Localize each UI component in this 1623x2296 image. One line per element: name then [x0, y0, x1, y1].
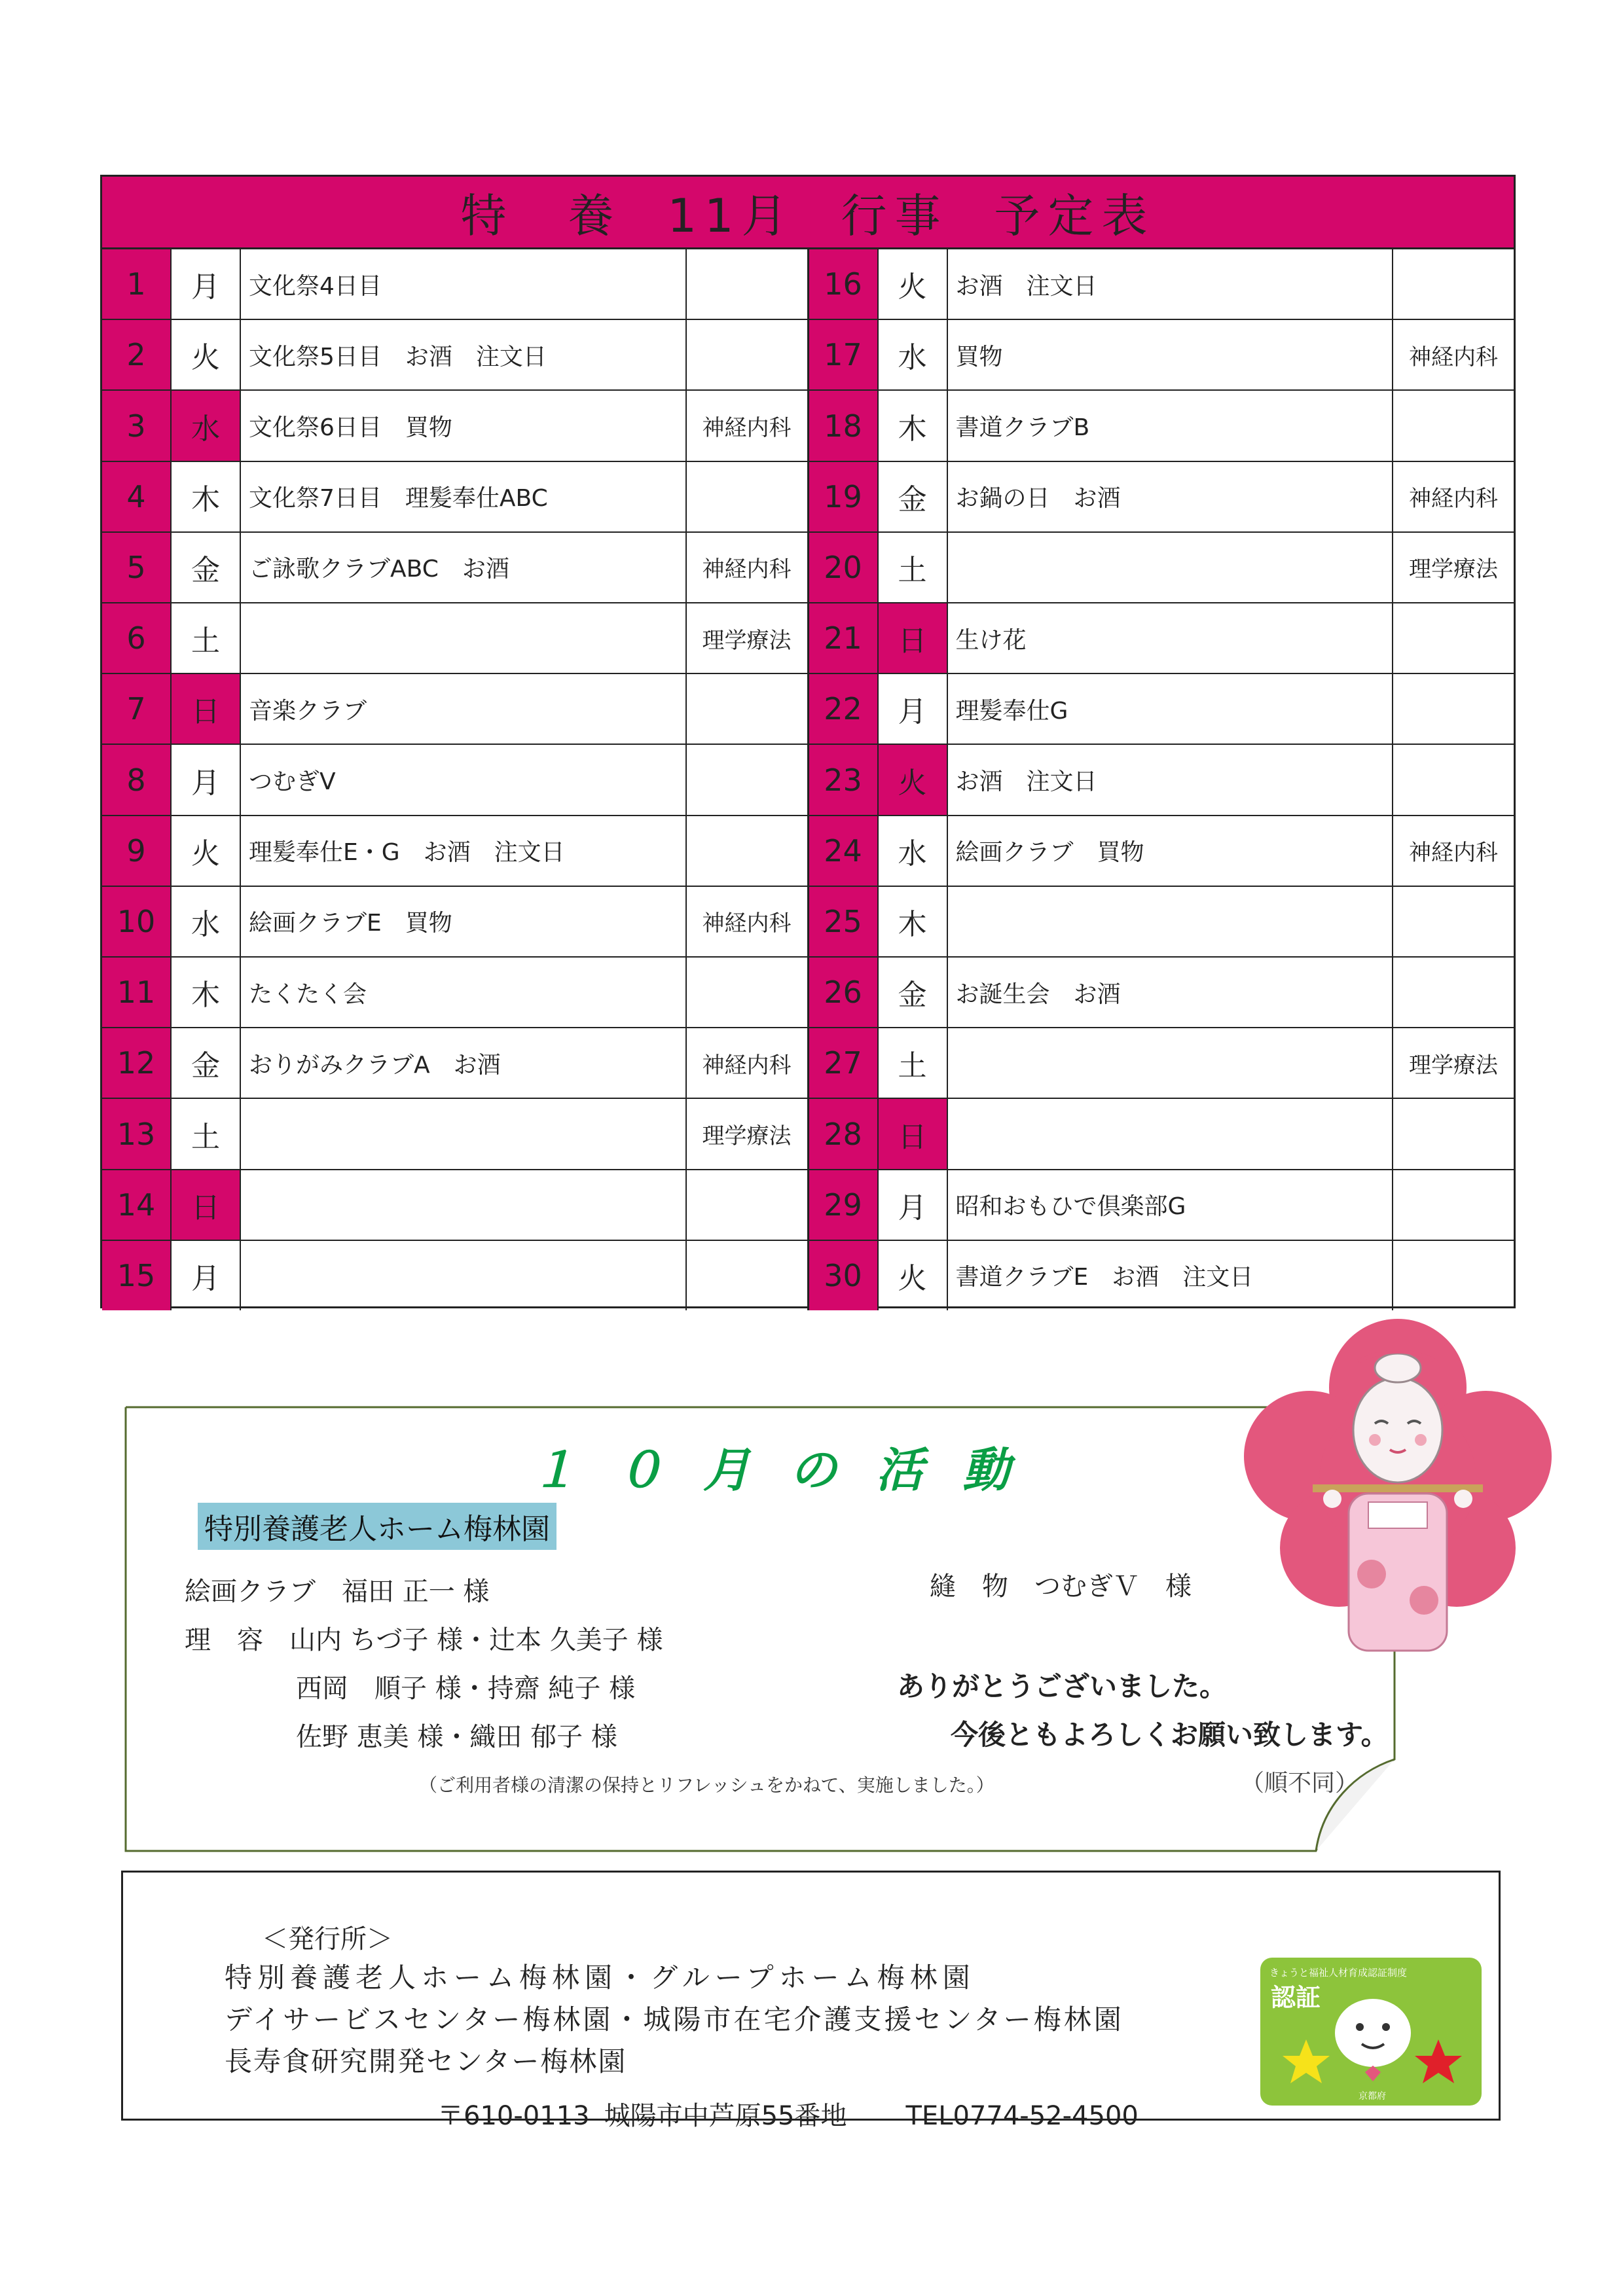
medical-cell — [687, 1170, 807, 1240]
event-cell — [948, 1099, 1394, 1168]
schedule-row — [809, 320, 1514, 391]
event-cell: たくたく会 — [241, 958, 687, 1027]
schedule-row — [102, 249, 807, 320]
day-number: 3 — [102, 391, 172, 460]
day-number: 15 — [102, 1241, 172, 1310]
medical-cell — [1393, 674, 1514, 744]
day-number: 26 — [809, 958, 879, 1027]
day-number: 10 — [102, 887, 172, 956]
day-of-week: 日 — [879, 1099, 948, 1168]
badge-caption: きょうと福祉人材育成認証制度 — [1269, 1967, 1408, 1979]
event-cell: おりがみクラブA お酒 — [241, 1028, 687, 1098]
day-of-week: 土 — [172, 1099, 241, 1168]
event-cell — [241, 1241, 687, 1310]
medical-cell: 神経内科 — [1409, 344, 1498, 370]
medical-cell — [1393, 1170, 1514, 1240]
event-cell: 文化祭5日目 お酒 注文日 — [241, 320, 687, 389]
medical-cell — [1393, 1241, 1514, 1310]
day-of-week: 木 — [172, 462, 241, 531]
thanks-line-1: ありがとうございました。 — [897, 1670, 1228, 1702]
day-number: 2 — [102, 320, 172, 389]
event-cell: 文化祭4日目 — [241, 249, 687, 319]
day-of-week: 月 — [172, 249, 241, 319]
medical-cell: 神経内科 — [702, 1052, 792, 1079]
medical-cell — [1393, 745, 1514, 814]
day-number: 21 — [809, 603, 879, 673]
publisher-line: デイサービスセンター梅林園・城陽市在宅介護支援センター梅林園 — [225, 2003, 1124, 2036]
event-cell: 生け花 — [948, 603, 1394, 673]
day-of-week: 金 — [172, 533, 241, 602]
day-number: 11 — [102, 958, 172, 1027]
certification-badge — [1260, 1958, 1482, 2106]
schedule-row — [102, 745, 807, 816]
medical-cell — [687, 462, 807, 531]
event-cell — [241, 603, 687, 673]
facility-tag: 特別養護老人ホーム梅林園 — [198, 1503, 556, 1550]
day-number: 4 — [102, 462, 172, 531]
schedule-row — [809, 816, 1514, 887]
event-cell — [241, 1099, 687, 1168]
medical-cell — [687, 958, 807, 1027]
medical-cell — [1393, 391, 1514, 460]
schedule-row — [809, 1028, 1514, 1099]
day-of-week: 火 — [172, 320, 241, 389]
activity-section — [124, 1406, 1421, 1852]
publisher-label: ＜発行所＞ — [262, 1924, 393, 1954]
day-number: 5 — [102, 533, 172, 602]
day-number: 20 — [809, 533, 879, 602]
medical-cell — [687, 745, 807, 814]
day-of-week: 土 — [879, 533, 948, 602]
day-of-week: 木 — [879, 887, 948, 956]
medical-cell — [1393, 1099, 1514, 1168]
event-cell: つむぎV — [241, 745, 687, 814]
schedule-table — [100, 175, 1516, 1308]
day-of-week: 水 — [172, 391, 241, 460]
day-of-week: 金 — [172, 1028, 241, 1098]
day-number: 28 — [809, 1099, 879, 1168]
event-cell: 絵画クラブ 買物 — [948, 816, 1394, 886]
medical-cell — [1393, 603, 1514, 673]
medical-cell — [687, 1241, 807, 1310]
publisher-box — [121, 1871, 1501, 2131]
day-of-week: 水 — [879, 816, 948, 886]
medical-cell: 神経内科 — [1409, 840, 1498, 867]
day-number: 1 — [102, 249, 172, 319]
day-of-week: 火 — [172, 816, 241, 886]
medical-cell: 神経内科 — [1409, 486, 1498, 512]
publisher-line: 特別養護老人ホーム梅林園・グループホーム梅林園 — [225, 1962, 976, 1994]
badge-issuer: 京都府 — [1359, 2091, 1386, 2102]
thanks-line-2: 今後ともよろしくお願い致します。 — [951, 1719, 1389, 1751]
schedule-row — [809, 1099, 1514, 1170]
medical-cell — [1393, 887, 1514, 956]
schedule-row — [809, 674, 1514, 745]
event-cell — [948, 887, 1394, 956]
day-of-week: 火 — [879, 745, 948, 814]
schedule-right-column — [807, 249, 1514, 1310]
schedule-row — [102, 462, 807, 533]
day-number: 16 — [809, 249, 879, 319]
event-cell: 絵画クラブE 買物 — [241, 887, 687, 956]
activity-sewing: 縫 物 つむぎＶ 様 — [930, 1571, 1192, 1602]
day-of-week: 金 — [879, 462, 948, 531]
event-cell: 理髪奉仕G — [948, 674, 1394, 744]
schedule-row — [809, 533, 1514, 603]
day-number: 13 — [102, 1099, 172, 1168]
day-of-week: 月 — [879, 1170, 948, 1240]
medical-cell — [1393, 958, 1514, 1027]
schedule-row — [809, 745, 1514, 816]
activity-line: 西岡 順子 様・持齋 純子 様 — [296, 1674, 636, 1704]
event-cell: 理髪奉仕E・G お酒 注文日 — [241, 816, 687, 886]
day-number: 7 — [102, 674, 172, 744]
day-number: 9 — [102, 816, 172, 886]
medical-cell: 理学療法 — [702, 627, 792, 654]
day-of-week: 日 — [172, 674, 241, 744]
event-cell: 昭和おもひで倶楽部G — [948, 1170, 1394, 1240]
publisher-line: 長寿食研究開発センター梅林園 — [225, 2045, 627, 2077]
schedule-row — [809, 603, 1514, 674]
medical-cell: 理学療法 — [702, 1123, 792, 1150]
day-number: 8 — [102, 745, 172, 814]
schedule-row — [102, 887, 807, 958]
schedule-row — [809, 958, 1514, 1028]
badge-label: 認証 — [1271, 1983, 1321, 2012]
activity-line: 佐野 恵美 様・織田 郁子 様 — [296, 1722, 617, 1752]
activity-note: （ご利用者様の清潔の保持とリフレッシュをかねて、実施しました。） — [419, 1774, 994, 1796]
schedule-row — [809, 391, 1514, 461]
medical-cell: 理学療法 — [1409, 556, 1498, 583]
schedule-row — [102, 1028, 807, 1099]
activity-title: １０月の活動 — [530, 1443, 1049, 1498]
day-of-week: 月 — [879, 674, 948, 744]
day-number: 27 — [809, 1028, 879, 1098]
day-of-week: 火 — [879, 249, 948, 319]
schedule-row — [102, 1241, 807, 1310]
day-number: 6 — [102, 603, 172, 673]
medical-cell — [687, 816, 807, 886]
day-number: 18 — [809, 391, 879, 460]
day-number: 29 — [809, 1170, 879, 1240]
schedule-left-column — [102, 249, 807, 1310]
medical-cell: 神経内科 — [702, 415, 792, 441]
schedule-row — [809, 1170, 1514, 1241]
day-of-week: 木 — [879, 391, 948, 460]
schedule-row — [102, 958, 807, 1028]
event-cell: お鍋の日 お酒 — [948, 462, 1394, 531]
day-of-week: 水 — [879, 320, 948, 389]
event-cell: 書道クラブB — [948, 391, 1394, 460]
schedule-row — [102, 603, 807, 674]
schedule-row — [809, 462, 1514, 533]
event-cell: 買物 — [948, 320, 1394, 389]
schedule-row — [102, 1170, 807, 1241]
event-cell: 書道クラブE お酒 注文日 — [948, 1241, 1394, 1310]
certification-badge-art — [1260, 1958, 1482, 2106]
event-cell: 文化祭7日目 理髪奉仕ABC — [241, 462, 687, 531]
schedule-row — [102, 320, 807, 391]
day-number: 22 — [809, 674, 879, 744]
event-cell: お誕生会 お酒 — [948, 958, 1394, 1027]
schedule-row — [102, 391, 807, 461]
schedule-title: 特 養 11月 行事 予定表 — [102, 177, 1514, 249]
day-of-week: 月 — [172, 1241, 241, 1310]
schedule-row — [102, 533, 807, 603]
event-cell: 音楽クラブ — [241, 674, 687, 744]
day-of-week: 日 — [879, 603, 948, 673]
activity-line: 理 容 山内 ちづ子 様・辻本 久美子 様 — [185, 1625, 663, 1655]
medical-cell: 神経内科 — [702, 910, 792, 937]
medical-cell — [1393, 249, 1514, 319]
day-of-week: 土 — [172, 603, 241, 673]
day-number: 30 — [809, 1241, 879, 1310]
day-number: 23 — [809, 745, 879, 814]
day-number: 24 — [809, 816, 879, 886]
activity-line: 絵画クラブ 福田 正一 様 — [185, 1577, 490, 1607]
day-number: 25 — [809, 887, 879, 956]
schedule-row — [102, 674, 807, 745]
event-cell: お酒 注文日 — [948, 249, 1394, 319]
schedule-row — [809, 1241, 1514, 1310]
event-cell: ご詠歌クラブABC お酒 — [241, 533, 687, 602]
schedule-row — [809, 249, 1514, 320]
day-of-week: 土 — [879, 1028, 948, 1098]
day-of-week: 日 — [172, 1170, 241, 1240]
day-of-week: 月 — [172, 745, 241, 814]
event-cell — [241, 1170, 687, 1240]
medical-cell: 理学療法 — [1409, 1052, 1498, 1079]
day-number: 19 — [809, 462, 879, 531]
event-cell: お酒 注文日 — [948, 745, 1394, 814]
ume-mascot-illustration — [1241, 1316, 1555, 1682]
day-of-week: 木 — [172, 958, 241, 1027]
medical-cell — [687, 320, 807, 389]
day-number: 14 — [102, 1170, 172, 1240]
day-number: 17 — [809, 320, 879, 389]
medical-cell — [687, 674, 807, 744]
day-of-week: 火 — [879, 1241, 948, 1310]
schedule-row — [102, 1099, 807, 1170]
order-note: （順不同） — [1241, 1770, 1359, 1797]
medical-cell: 神経内科 — [702, 556, 792, 583]
medical-cell — [687, 249, 807, 319]
day-of-week: 水 — [172, 887, 241, 956]
event-cell — [948, 1028, 1394, 1098]
schedule-row — [809, 887, 1514, 958]
publisher-address: 〒610-0113 城陽市中芦原55番地 TEL0774-52-4500 — [437, 2101, 1139, 2131]
event-cell — [948, 533, 1394, 602]
day-number: 12 — [102, 1028, 172, 1098]
day-of-week: 金 — [879, 958, 948, 1027]
event-cell: 文化祭6日目 買物 — [241, 391, 687, 460]
schedule-row — [102, 816, 807, 887]
